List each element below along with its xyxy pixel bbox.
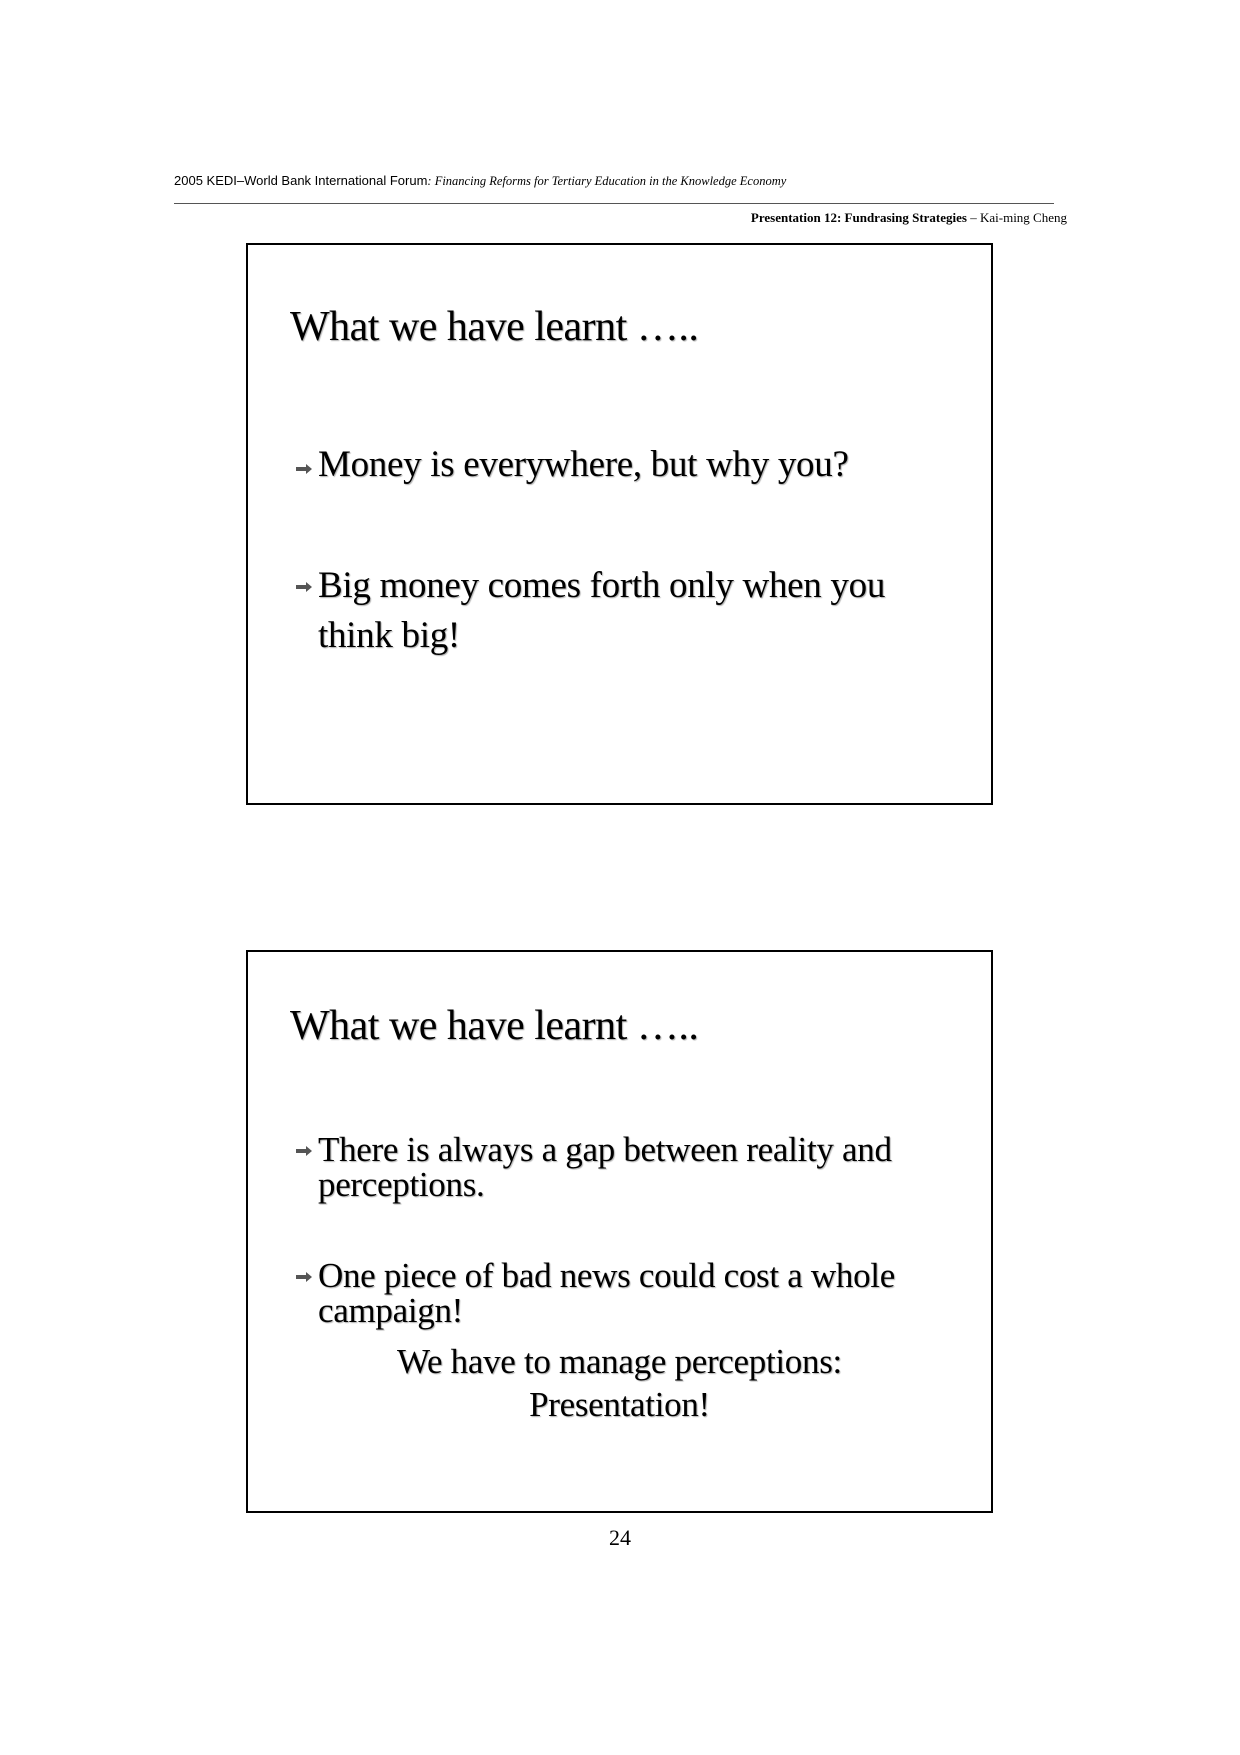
arrow-bullet-icon — [296, 1145, 312, 1157]
bullet-text: Big money comes forth only when you think big! — [318, 565, 886, 656]
running-header — [174, 173, 786, 189]
slide-2 — [246, 950, 993, 1513]
arrow-bullet-icon — [296, 463, 312, 475]
bullet-text: Money is everywhere, but why you? — [318, 444, 849, 485]
bullet-text: One piece of bad news could cost a whole campaign! — [318, 1256, 895, 1330]
forum-subtitle: : Financing Reforms for Tertiary Education in the Knowledge Economy — [427, 174, 787, 188]
forum-name: 2005 KEDI–World Bank International Forum — [174, 173, 428, 188]
closing-line: We have to manage perceptions: — [397, 1342, 842, 1381]
page-number: 24 — [609, 1525, 631, 1550]
slide-title: What we have learnt ….. — [290, 1003, 699, 1049]
presentation-author: – Kai-ming Cheng — [966, 210, 1067, 225]
bullet-text: There is always a gap between reality and perceptions. — [318, 1130, 892, 1204]
slide-bullet — [296, 1132, 958, 1202]
slide-bullet — [296, 443, 958, 486]
presentation-header — [751, 210, 1067, 226]
arrow-bullet-icon — [296, 581, 312, 593]
slide-bullet — [296, 1258, 958, 1328]
arrow-bullet-icon — [296, 1271, 312, 1283]
header-divider — [174, 203, 1054, 204]
closing-line: Presentation! — [529, 1385, 710, 1424]
slide-1 — [246, 243, 993, 805]
slide-bullet — [296, 561, 958, 661]
slide-title: What we have learnt ….. — [290, 304, 699, 350]
presentation-title: Presentation 12: Fundrasing Strategies — [750, 210, 967, 225]
